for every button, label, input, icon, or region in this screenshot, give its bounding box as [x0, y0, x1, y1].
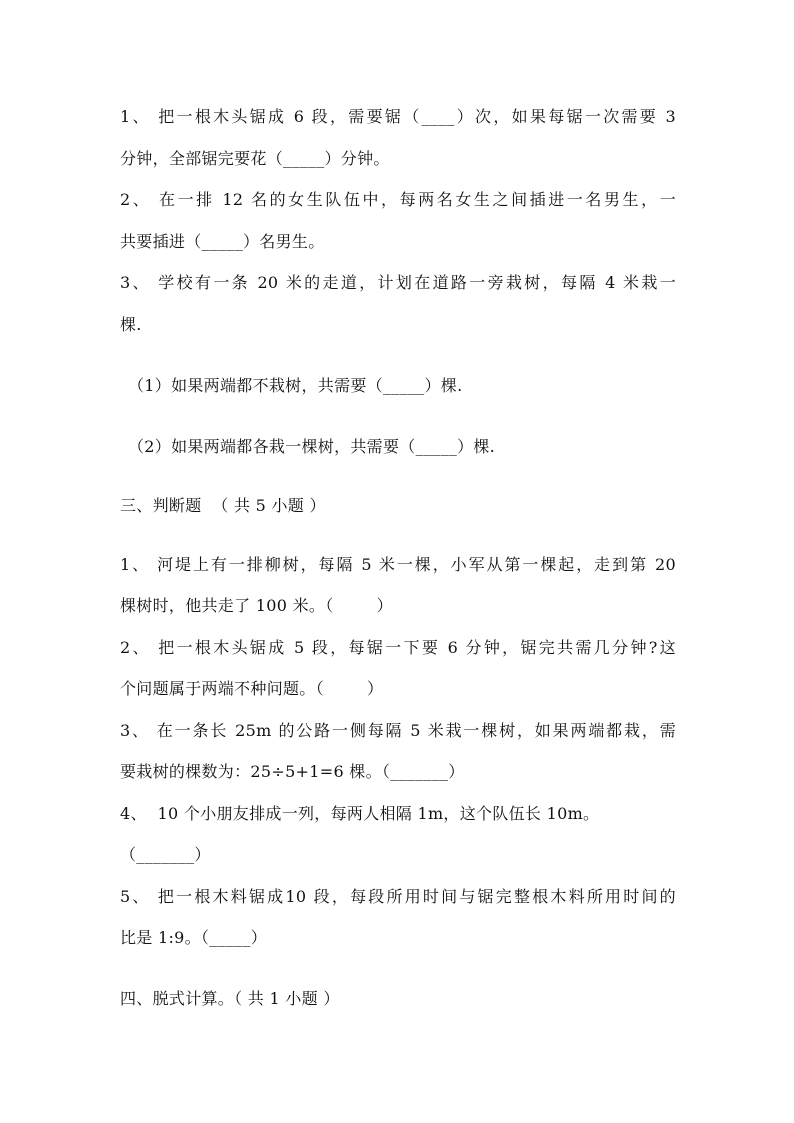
- judge-q3-line2: 要栽树的棵数为：25÷5+1=6 棵。（_______）: [120, 762, 465, 781]
- judge-q5-line2: 比是 1:9。（_____）: [120, 928, 268, 947]
- fill-q3-line1: 3、 学校有一条 20 米的走道，计划在道路一旁栽树，每隔 4 米栽一: [120, 273, 676, 292]
- judge-q5-line1: 5、 把一根木料锯成10 段，每段所用时间与锯完整根木料所用时间的: [120, 887, 676, 906]
- fill-q3-sub1: （1）如果两端都不栽树，共需要（_____）棵.: [128, 376, 463, 395]
- judge-q4-line1: 4、 10 个小朋友排成一列，每两人相隔 1m，这个队伍长 10m。: [120, 804, 600, 823]
- judge-q3-line1: 3、 在一条长 25m 的公路一侧每隔 5 米栽一棵树，如果两端都栽，需: [120, 721, 676, 740]
- judge-q4-line2: （_______）: [120, 845, 211, 864]
- judge-q1-line1: 1、 河堤上有一排柳树，每隔 5 米一棵，小军从第一棵起，走到第 20: [120, 555, 676, 574]
- fill-q1-line1: 1、 把一根木头锯成 6 段，需要锯（____）次，如果每锯一次需要 3: [120, 107, 676, 126]
- fill-q2-line1: 2、 在一排 12 名的女生队伍中，每两名女生之间插进一名男生，一: [120, 190, 676, 209]
- fill-q2-line2: 共要插进（_____）名男生。: [120, 232, 325, 251]
- fill-q3-line2: 棵.: [120, 315, 142, 334]
- section-3-title: 三、判断题 （ 共 5 小题 ）: [120, 496, 326, 515]
- judge-q1-line2: 棵树时，他共走了 100 米。（ ）: [120, 596, 393, 615]
- section-4-title: 四、脱式计算。（ 共 1 小题 ）: [120, 989, 340, 1008]
- fill-q1-line2: 分钟，全部锯完要花（_____）分钟。: [120, 149, 390, 168]
- judge-q2-line2: 个问题属于两端不种问题。（ ）: [120, 679, 384, 698]
- fill-q3-sub2: （2）如果两端都各栽一棵树，共需要（_____）棵.: [128, 437, 496, 456]
- judge-q2-line1: 2、 把一根木头锯成 5 段，每锯一下要 6 分钟，锯完共需几分钟?这: [120, 638, 676, 657]
